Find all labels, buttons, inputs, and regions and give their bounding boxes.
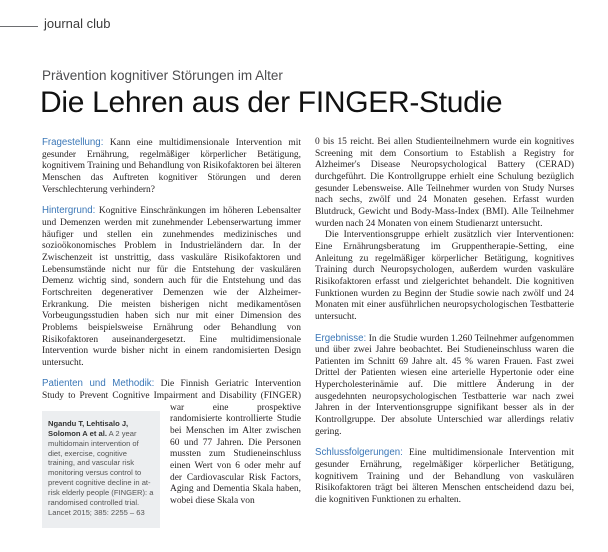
paragraph-fragestellung bbox=[42, 137, 301, 196]
reference-box bbox=[42, 411, 160, 528]
paragraph-screening: 0 bis 15 reicht. Bei allen Studienteilnehmern wurde ein kognitives Screening mit dem Consortium to Establish a Registry for Alzheimer's Disease Neuropsychological Battery (CERAD) durchgeführt. Die Kontrollgruppe erhielt eine Schulung bezüglich gesunder Lebensweise. Alle Teilnehmer wurden von Study Nurses nach sechs, zwölf und 24 Monaten gesehen. Erfasst wurden Blutdruck, Gewicht und Body-Mass-Index (BMI). Alle Teilnehmer wurden nach 24 Monaten von einem Studienarzt untersucht. bbox=[315, 137, 574, 229]
lead-methodik: Patienten und Methodik: bbox=[42, 378, 155, 390]
paragraph-methodik bbox=[42, 378, 302, 517]
text-methodik-a: Die Finnish Geriatric Intervention Study to Prevent Cognitive Impairment and Disability (FINGER) bbox=[42, 379, 302, 402]
left-column bbox=[42, 137, 301, 528]
reference-authors: Ngandu T, Lehtisalo J, Solomon A et al. bbox=[48, 418, 129, 438]
text-methodik-b: war eine prospektive randomisierte kontrollierte Studie bei Menschen im Alter zwischen 60 und 77 Jahren. Die Personen mussten zum Studieneinschluss einen Wert von 6 oder mehr auf der Cardiovascular Risk Factors, Aging and Dementia Skala haben, wobei diese Skala von bbox=[170, 402, 301, 507]
section-label: journal club bbox=[44, 16, 111, 31]
paragraph-schlussfolgerungen bbox=[315, 447, 574, 506]
text-ergebnisse: In die Studie wurden 1.260 Teilnehmer aufgenommen und über zwei Jahre beobachtet. Bei Studieneinschluss waren die Patienten im Schnitt 69 Jahre alt. 45 % waren Frauen. Fast zwei Drittel der Patienten wiesen eine arterielle Hypertonie oder eine Hypercholesterinämie auf. Die mittlere Änderung in der ausgedehnten neuropsychologischen Testbatterie war nach zwei Jahren in der Interventionsgruppe signifikant besser als in der Kontrollgruppe. Der absolute Unterschied war allerdings relativ gering. bbox=[315, 333, 574, 437]
lead-ergebnisse: Ergebnisse: bbox=[315, 332, 367, 344]
text-hintergrund: Kognitive Einschränkungen im höheren Lebensalter und Demenzen werden mit zunehmender Lebenserwartung immer häufiger und stellen ein zunehmendes medizinisches und sozioökonomisches Problem in Industrieländern dar. In der Zwischenzeit ist unstrittig, dass vaskuläre Risikofaktoren und Lebensumstände nicht nur für die Entstehung der vaskulären Demenz wichtig sind, sondern auch für die Entstehung und das Fortschreiten degenerativer Demenzen wie der Alzheimer-Erkrankung. Die meisten bisherigen nicht medikamentösen Vorbeugungsstudien haben sich nur mit einer Dimension des Problems beispielsweise Ernährung oder Behandlung von Risikofaktoren auseinandergesetzt. Eine multidimensionale Intervention wurde bisher nicht in einem randomisierten Design untersucht. bbox=[42, 206, 301, 368]
lead-fragestellung: Fragestellung: bbox=[42, 137, 104, 148]
lead-hintergrund: Hintergrund: bbox=[42, 205, 96, 217]
journal-header bbox=[0, 16, 608, 36]
text-schlussfolgerungen: Eine multidimensionale Intervention mit gesunder Ernährung, regelmäßiger körperlicher Betätigung, kognitivem Training und der Behandlung von vaskulären Risikofaktoren trägt bei älteren Menschen entscheidend dazu bei, die kognitiven Funktionen zu erhalten. bbox=[315, 448, 574, 506]
reference-text: A 2 year multidomain intervention of diet, exercise, cognitive training, and vascular risk monitoring versus control to prevent cognitive decline in at-risk elderly people (FINGER): a randomised controlled trial. Lancet 2015; 385: 2255 – 63 bbox=[48, 428, 154, 517]
header-rule bbox=[0, 26, 38, 27]
paragraph-ergebnisse bbox=[315, 333, 574, 439]
lead-schlussfolgerungen: Schlussfolgerungen: bbox=[315, 447, 403, 459]
article-title: Die Lehren aus der FINGER-Studie bbox=[40, 86, 503, 119]
paragraph-hintergrund bbox=[42, 205, 301, 369]
paragraph-intervention: Die Interventionsgruppe erhielt zusätzlich vier Interventionen: Eine Ernährungsberatung im Gruppentherapie-Setting, eine Anleitung zu regelmäßiger körperlicher Betätigung, kognitives Training durch Neuropsychologen, außerdem wurden vaskuläre Risikofaktoren erfasst und zielgerichtet behandelt. Die kognitiven Funktionen wurden zu Beginn der Studie sowie nach zwölf und 24 Monaten mit einer ausführlichen neuropsychologischen Testbatterie untersucht. bbox=[315, 230, 574, 322]
text-fragestellung: Kann eine multidimensionale Intervention mit gesunder Ernährung, regelmäßiger körperlicher Betätigung, kognitivem Training und Behandlung von Risikofaktoren bei älteren Menschen das Auftreten kognitiver Störungen und deren Verschlechterung verhindern? bbox=[42, 138, 301, 195]
article-kicker: Prävention kognitiver Störungen im Alter bbox=[42, 68, 283, 83]
right-column bbox=[315, 137, 574, 516]
